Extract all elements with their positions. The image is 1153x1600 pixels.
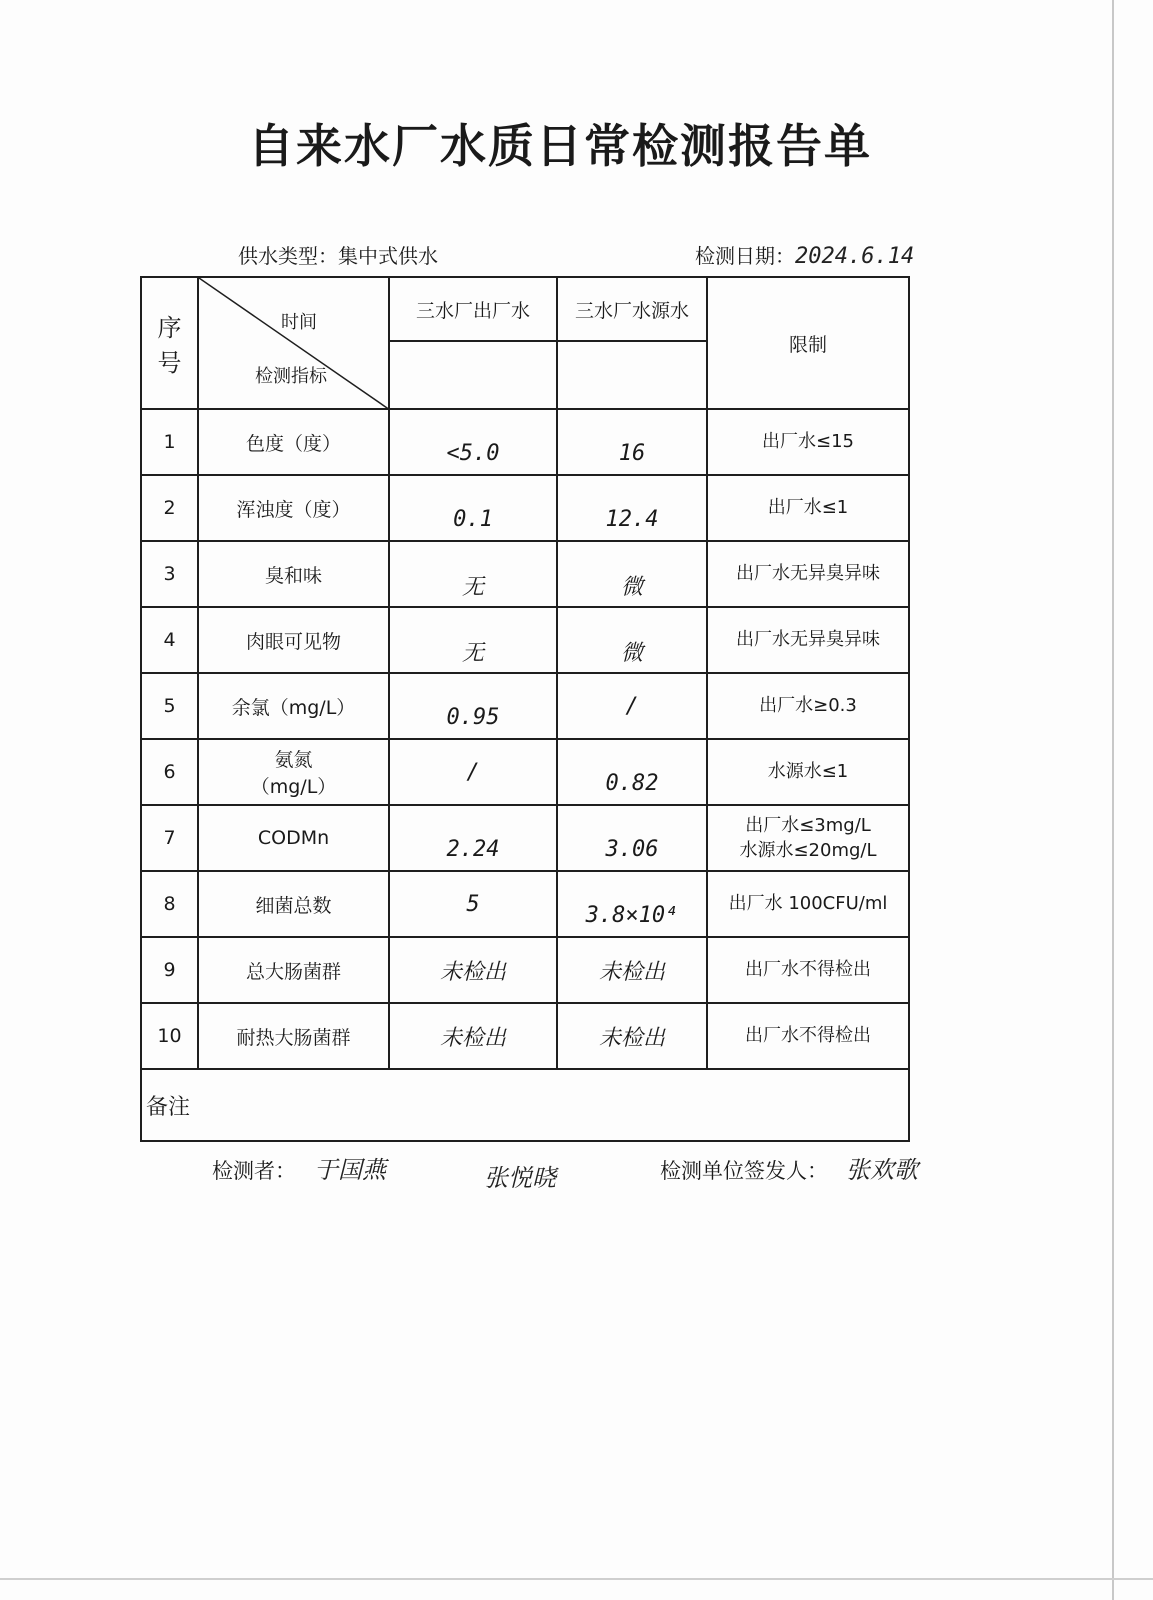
row-source-value: 3.8×10⁴: [557, 871, 707, 937]
row-limit: 出厂水无异臭异味: [707, 607, 909, 673]
tester-name-1: 于国燕: [314, 1156, 386, 1184]
report-title: 自来水厂水质日常检测报告单: [248, 119, 872, 173]
tester-signature: [212, 1150, 386, 1185]
col-subheader-empty: [557, 341, 707, 409]
row-limit: 水源水≤1: [707, 739, 909, 805]
row-outlet-value: 2.24: [389, 805, 557, 871]
supply-type: [238, 240, 438, 269]
diagonal-header: [198, 277, 389, 409]
row-source-value: /: [557, 673, 707, 739]
table-row: [141, 739, 909, 805]
row-source-value: 12.4: [557, 475, 707, 541]
row-seq: 9: [141, 937, 198, 1003]
row-limit-line1: 出厂水≤3mg/L: [745, 814, 871, 836]
table-row: [141, 1003, 909, 1069]
row-indicator: 肉眼可见物: [198, 607, 389, 673]
row-seq: 4: [141, 607, 198, 673]
seq-header: 序号: [141, 277, 198, 409]
row-source-value: 未检出: [557, 937, 707, 1003]
tester-name-2: 张悦晓: [484, 1164, 556, 1192]
row-limit: 出厂水无异臭异味: [707, 541, 909, 607]
diag-header-time: 时间: [281, 312, 317, 333]
row-indicator: 余氯（mg/L）: [198, 673, 389, 739]
table-row: [141, 541, 909, 607]
row-seq: 5: [141, 673, 198, 739]
table-row: [141, 673, 909, 739]
row-indicator: 臭和味: [198, 541, 389, 607]
diagonal-line: [199, 278, 389, 409]
row-outlet-value: <5.0: [389, 409, 557, 475]
test-date-label: 检测日期：: [695, 244, 795, 268]
report-table: [140, 276, 910, 1142]
row-limit: 出厂水≤1: [707, 475, 909, 541]
row-limit: 出厂水 100CFU/ml: [707, 871, 909, 937]
table-row: [141, 409, 909, 475]
supply-type-value: 集中式供水: [338, 244, 438, 268]
row-limit: 出厂水≤15: [707, 409, 909, 475]
row-indicator: [198, 739, 389, 805]
row-outlet-value: 未检出: [389, 1003, 557, 1069]
row-outlet-value: 未检出: [389, 937, 557, 1003]
remark-label: 备注: [141, 1069, 909, 1141]
row-indicator-line1: 氨氮: [274, 749, 313, 771]
row-seq: 8: [141, 871, 198, 937]
row-outlet-value: 5: [389, 871, 557, 937]
row-outlet-value: 0.95: [389, 673, 557, 739]
supply-type-label: 供水类型：: [238, 244, 338, 268]
issuer-name: 张欢歌: [846, 1156, 918, 1184]
row-indicator-line2: （mg/L）: [250, 776, 337, 798]
row-limit: 出厂水≥0.3: [707, 673, 909, 739]
row-seq: 6: [141, 739, 198, 805]
row-indicator: CODMn: [198, 805, 389, 871]
table-header-row: [141, 277, 909, 341]
row-outlet-value: 无: [389, 541, 557, 607]
remark-row: [141, 1069, 909, 1141]
table-row: [141, 475, 909, 541]
tester-label: 检测者：: [212, 1159, 296, 1183]
row-source-value: 16: [557, 409, 707, 475]
row-limit-line2: 水源水≤20mg/L: [739, 840, 877, 861]
col-header-outlet: 三水厂出厂水: [389, 277, 557, 341]
table-row: [141, 805, 909, 871]
table-row: [141, 937, 909, 1003]
row-source-value: 微: [557, 541, 707, 607]
diag-header-indicator: 检测指标: [255, 366, 327, 387]
issuer-signature: [660, 1150, 918, 1185]
row-seq: 3: [141, 541, 198, 607]
table-row: [141, 871, 909, 937]
page-edge: [0, 1578, 1153, 1580]
issuer-label: 检测单位签发人：: [660, 1159, 828, 1183]
test-date-value: 2024.6.14: [795, 244, 915, 269]
row-limit: [707, 805, 909, 871]
row-seq: 2: [141, 475, 198, 541]
row-source-value: 0.82: [557, 739, 707, 805]
row-indicator: 浑浊度（度）: [198, 475, 389, 541]
row-outlet-value: /: [389, 739, 557, 805]
col-subheader-empty: [389, 341, 557, 409]
row-indicator: 色度（度）: [198, 409, 389, 475]
row-source-value: 微: [557, 607, 707, 673]
page-edge: [1112, 0, 1114, 1600]
test-date: [695, 240, 914, 269]
col-header-source: 三水厂水源水: [557, 277, 707, 341]
row-source-value: 未检出: [557, 1003, 707, 1069]
row-source-value: 3.06: [557, 805, 707, 871]
row-limit: 出厂水不得检出: [707, 1003, 909, 1069]
row-outlet-value: 0.1: [389, 475, 557, 541]
row-indicator: 总大肠菌群: [198, 937, 389, 1003]
table-row: [141, 607, 909, 673]
row-outlet-value: 无: [389, 607, 557, 673]
col-header-limit: 限制: [707, 277, 909, 409]
row-indicator: 耐热大肠菌群: [198, 1003, 389, 1069]
row-indicator: 细菌总数: [198, 871, 389, 937]
row-limit: 出厂水不得检出: [707, 937, 909, 1003]
row-seq: 10: [141, 1003, 198, 1069]
row-seq: 7: [141, 805, 198, 871]
row-seq: 1: [141, 409, 198, 475]
